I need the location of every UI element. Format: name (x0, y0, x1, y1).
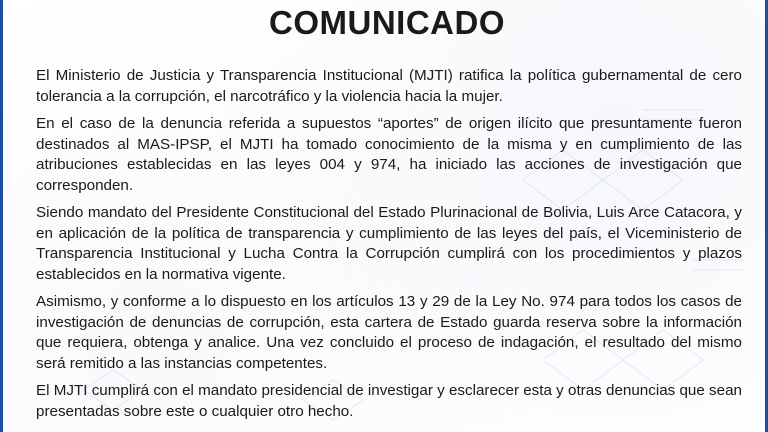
paragraph-4: Asimismo, y conforme a lo dispuesto en los artículos 13 y 29 de la Ley No. 974 para todos los casos de investigación de denuncias de corrupción, esta cartera de Estado guarda reserva sobre la información que requiera, obtenga y analice. Una vez concluido el proceso de indagación, el resultado del mismo será remitido a las instancias competentes. (36, 293, 742, 372)
paragraph-2: En el caso de la denuncia referida a supuestos “aportes” de origen ilícito que presuntamente fueron destinados al MAS-IPSP, el MJTI ha tomado conocimiento de la misma y en cumplimiento de las atribuciones establecidas en las leyes 004 y 974, ha iniciado las acciones de investigación que corresponden. (36, 115, 742, 194)
communique-body (36, 66, 742, 429)
paragraph-1: El Ministerio de Justicia y Transparencia Institucional (MJTI) ratifica la política gubernamental de cero tolerancia a la corrupción, el narcotráfico y la violencia hacia la mujer. (36, 67, 742, 105)
page-title: COMUNICADO (269, 4, 505, 41)
paragraph-3: Siendo mandato del Presidente Constitucional del Estado Plurinacional de Bolivia, Luis Arce Catacora, y en aplicación de la política de transparencia y cumplimiento de las leyes del país, el Viceministerio de Transparencia Institucional y Lucha Contra la Corrupción cumplirá con los procedimientos y plazos establecidos en la normativa vigente. (36, 204, 742, 283)
paragraph-5: El MJTI cumplirá con el mandato presidencial de investigar y esclarecer esta y otras denuncias que sean presentadas sobre este o cualquier otro hecho. (36, 382, 742, 420)
